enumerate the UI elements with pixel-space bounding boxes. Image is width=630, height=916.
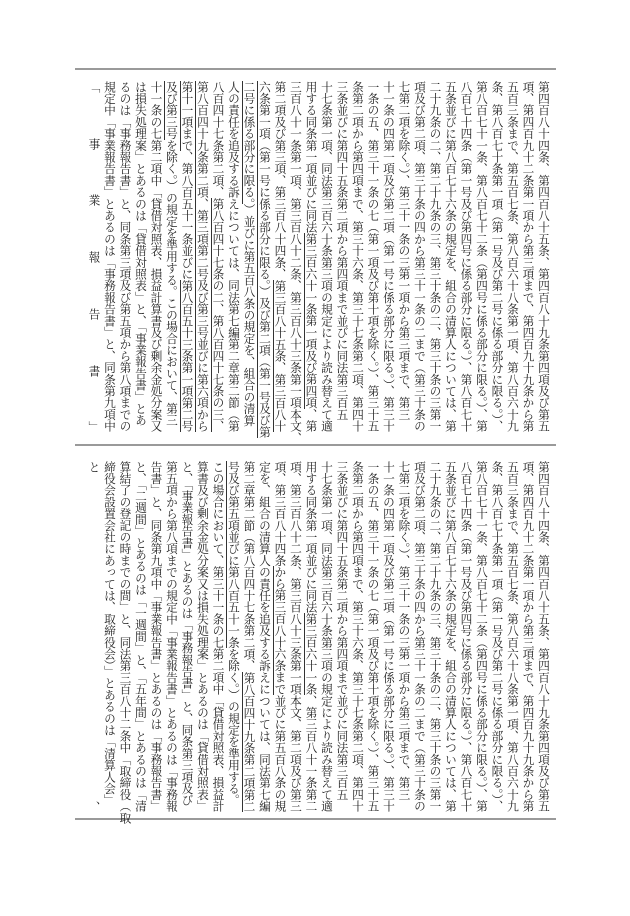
text-line bbox=[117, 461, 133, 824]
text-segment: 用する同条第一項並びに同法 bbox=[304, 461, 319, 614]
table-bottom-border bbox=[75, 818, 556, 820]
text-segment: 第五項から第八項までの規定中「事業報告書」とあるのは「事務報 bbox=[165, 461, 179, 812]
text-line bbox=[303, 81, 319, 433]
text-segment: るのは「事務報告書」と、同条第三項及び第五項から第八項までの bbox=[118, 81, 133, 432]
text-segment: 定を、組合の清算人の責任を追及する訴えについては、同法第七編 bbox=[258, 461, 272, 812]
text-line bbox=[195, 81, 211, 433]
text-segment: 八百七十四条（第一号及び第四号に係る部分に限る。）、第八百七十 bbox=[459, 461, 474, 812]
text-line bbox=[303, 461, 319, 813]
text-segment: 項及び第二項、第三十条の四から第三十一条の二まで（第三十条の bbox=[413, 81, 427, 432]
text-line bbox=[334, 81, 350, 433]
text-segment: 項及び第二項、第三十条の四から第三十一条の二まで（第三十条の bbox=[413, 461, 427, 812]
text-line bbox=[319, 81, 335, 433]
text-line bbox=[489, 81, 505, 433]
text-line bbox=[489, 461, 505, 813]
text-line bbox=[164, 81, 180, 433]
text-segment: 五百三条まで、第五百七条、第八百六十八条第一項、第八百六十九 bbox=[506, 81, 520, 432]
text-line bbox=[334, 461, 350, 813]
text-segment: を除く。）の規定を準用する。 bbox=[227, 648, 241, 807]
text-segment: 第八百七十一条、第八百七十二条（第四号に係る部分に限る。）、第 bbox=[475, 81, 489, 432]
text-segment: 条第二項から第四項まで、第三十六条、第三十七条第二項、第四十 bbox=[351, 461, 365, 812]
amended-text-sideline: 及び第三号 bbox=[165, 81, 179, 140]
text-segment: 十七条第一項、同法第三百六十条第三項の規定により読み替えて適 bbox=[320, 81, 334, 432]
text-segment: と、「事業報告書」とあるのは「事務報告書」と、同条第三項及び bbox=[180, 461, 195, 807]
text-line bbox=[520, 461, 536, 813]
text-segment: 十七条第一項、同法第三百六十条第三項の規定により読み替えて適 bbox=[320, 461, 334, 812]
text-line bbox=[443, 461, 459, 813]
amended-text-sideline: から第三百八十六条まで bbox=[273, 566, 288, 696]
text-segment: 七第二項を除く。）、第三十一条の三第一項から第三項まで、第三 bbox=[397, 461, 412, 801]
text-segment: 五百三条まで、第五百七条、第八百六十八条第一項、第八百六十九 bbox=[506, 461, 520, 812]
text-line bbox=[350, 81, 366, 433]
text-segment: 項、第三百八十四条 bbox=[273, 461, 288, 567]
text-line bbox=[396, 461, 412, 813]
text-char: 業 bbox=[87, 194, 102, 207]
text-char: と bbox=[87, 461, 102, 473]
text-char: 「 bbox=[87, 81, 102, 93]
text-segment: この場合において、第三十一条の七第二項中「貸借対照表、損益計 bbox=[211, 461, 226, 812]
text-segment: 十一条の四第一項及び第二項（第一号に係る部分に限る。）、第三十 bbox=[382, 81, 396, 432]
amended-text-sideline: 号及び第五項並びに第八百五十一条 bbox=[227, 461, 241, 649]
text-line bbox=[288, 81, 304, 444]
text-segment: 算結了の登記の時までの間」と、同法第三百八十二条中「取締役（取 bbox=[118, 461, 133, 824]
text-segment: ）並びに第五百八条の規定を、組合の清算 bbox=[242, 203, 257, 427]
table-top-border bbox=[75, 68, 556, 70]
amended-text-cell bbox=[81, 81, 551, 444]
text-line bbox=[412, 81, 428, 433]
text-segment: 二十九条の二、第二十九条の三、第三十条の二、第三十条の三第一 bbox=[428, 461, 443, 812]
text-segment: 八百四十七条第二項、 bbox=[211, 81, 226, 198]
text-segment: 規定中「事業報告書」とあるのは「事務報告書」と、同条第九項中 bbox=[103, 81, 117, 432]
text-segment: 算書及び剰余金処分案又は損失処理案」とあるのは「貸借対照表」 bbox=[196, 461, 210, 812]
text-segment: 条第二項から第四項まで、第三十六条、第三十七条第二項、第四十 bbox=[351, 81, 365, 432]
text-segment: 十一条の四第一項及び第二項（第一号に係る部分に限る。）、第三十 bbox=[382, 461, 396, 812]
text-line bbox=[148, 461, 164, 813]
text-segment: 七第二項を除く。）、第三十一条の三第一項から第三項まで、第三 bbox=[397, 81, 412, 421]
text-line bbox=[148, 81, 164, 433]
text-segment: 第四百八十四条、第四百八十五条、第四百八十九条第四項及び第五 bbox=[537, 461, 551, 812]
text-segment: 告書」と、同条第九項中「事業報告書」とあるのは「事務報告書」 bbox=[149, 461, 164, 812]
text-line bbox=[272, 81, 288, 433]
text-char: 書 bbox=[87, 364, 102, 377]
table-row-divider bbox=[75, 444, 556, 446]
text-line bbox=[179, 81, 195, 433]
text-segment: 十一条の七第二項中「貸借対照表、損益計算書及び剰余金処分案又 bbox=[149, 81, 164, 432]
amended-text-sideline: 第八百四十九条第二項第二 bbox=[242, 671, 257, 813]
text-segment: 五条並びに第八百七十六条の規定を、組合の清算人については、第 bbox=[444, 461, 458, 812]
text-line bbox=[443, 81, 459, 433]
text-segment: 、第三百八十一条第二 bbox=[304, 695, 319, 813]
text-line bbox=[427, 81, 443, 433]
text-segment: 用する同条第一項並びに同法 bbox=[304, 81, 319, 234]
amended-text-sideline: 六条第一項（第一号に係る部分に限る。）及び第二項（第一号及び第 bbox=[258, 81, 272, 438]
text-line bbox=[319, 461, 335, 813]
text-line bbox=[381, 81, 397, 433]
text-segment: 条、第八百七十条第一項（第一号及び第二号に係る部分に限る。）、 bbox=[490, 81, 505, 432]
amended-text-sideline: 第三百六十一条 bbox=[304, 613, 319, 696]
text-line bbox=[365, 461, 381, 813]
text-line bbox=[241, 461, 257, 813]
text-segment: 第四百八十四条、第四百八十五条、第四百八十九条第四項及び第五 bbox=[537, 81, 551, 432]
text-line bbox=[474, 461, 490, 813]
amended-text-sideline: 第三百八十五条、第三百八十 bbox=[273, 279, 288, 433]
amended-text-sideline: 第三百六十一条第一項及び第四項 bbox=[304, 233, 319, 409]
text-segment: 項、第四百九十二条第一項から第三項まで、第四百九十九条から第 bbox=[521, 81, 536, 432]
text-segment: 第八百七十一条、第八百七十二条（第四号に係る部分に限る。）、第 bbox=[475, 461, 489, 812]
text-segment: を除く。）の規定を準用する。この場合において、第三 bbox=[165, 139, 179, 427]
text-segment: 一条の五、第三十一条の七（第一項及び第十項を除く。）、第三十五 bbox=[366, 461, 381, 812]
text-line bbox=[117, 81, 133, 433]
text-line bbox=[396, 81, 412, 433]
text-line bbox=[505, 461, 521, 813]
text-line bbox=[164, 461, 180, 813]
text-line bbox=[86, 81, 102, 433]
text-line bbox=[210, 461, 226, 813]
text-line bbox=[133, 81, 149, 433]
text-line bbox=[86, 461, 102, 813]
text-line bbox=[412, 461, 428, 813]
text-segment: 項、第四百九十二条第一項から第三項まで、第四百九十九条から第 bbox=[521, 461, 536, 812]
text-line bbox=[536, 81, 552, 433]
text-line bbox=[520, 81, 536, 433]
text-line bbox=[272, 461, 288, 813]
text-line bbox=[288, 461, 304, 813]
text-line bbox=[102, 81, 118, 433]
text-segment: 第二項及び第三項、第三百八十四条、 bbox=[273, 81, 288, 280]
text-segment: 項、第三百八十二条、第三百八十三条第一項本文、第二項及び第三 bbox=[289, 461, 303, 812]
text-line bbox=[210, 81, 226, 433]
text-line bbox=[536, 461, 552, 813]
text-line bbox=[257, 461, 273, 813]
text-line bbox=[226, 81, 242, 433]
text-line bbox=[458, 461, 474, 813]
text-segment: 条、第八百七十条第一項（第一号及び第二号に係る部分に限る。）、 bbox=[490, 461, 505, 812]
amended-text-sideline: 二号に係る部分に限る。 bbox=[242, 81, 257, 204]
amended-text-sideline: 第十一項まで bbox=[180, 81, 195, 152]
text-segment: 、第八百五十一条並びに bbox=[180, 151, 195, 280]
text-line bbox=[365, 81, 381, 433]
text-line bbox=[195, 461, 211, 813]
text-line bbox=[474, 81, 490, 433]
amended-text-sideline: 第八百四十九条第二項、第三項第二号及び第三号並びに第六項から bbox=[196, 81, 210, 432]
text-line bbox=[102, 461, 118, 813]
text-char: 事 bbox=[87, 137, 102, 150]
amended-text-sideline: 第八百五十三条第一項第二号 bbox=[180, 279, 195, 433]
text-segment: 、第 bbox=[304, 408, 319, 433]
text-char: 告 bbox=[87, 307, 102, 320]
text-line bbox=[427, 461, 443, 813]
text-segment: は損失処理案」とあるのは「貸借対照表」と、「事業報告書」とあ bbox=[134, 81, 148, 427]
text-line bbox=[505, 81, 521, 433]
text-segment: 二十九条の二、第二十九条の三、第三十条の二、第三十条の三第一 bbox=[428, 81, 443, 432]
text-segment: 八百七十四条（第一号及び第四号に係る部分に限る。）、第八百七十 bbox=[459, 81, 474, 432]
text-segment: 一条の五、第三十一条の七（第一項及び第十項を除く。）、第三十五 bbox=[366, 81, 381, 432]
text-segment: 三条並びに第四十五条第二項から第四項まで並びに同法第三百五 bbox=[335, 81, 350, 421]
previous-text-cell bbox=[81, 461, 551, 824]
amended-text-sideline: 第八百四十七条の二、第八百四十七条の三、 bbox=[211, 198, 226, 432]
text-segment: 人の責任を追及する訴えについては、同法第七編第二章第二節（第 bbox=[227, 81, 241, 432]
text-char: 報 bbox=[87, 251, 102, 263]
text-segment: と、「二週間」とあるのは「一週間」と、「五年間」とあるのは「清 bbox=[134, 461, 148, 812]
text-segment: 並びに第五百八条の規 bbox=[273, 695, 288, 813]
text-segment: 三条並びに第四十五条第二項から第四項まで並びに同法第三百五 bbox=[335, 461, 350, 801]
text-segment: 締役会設置会社にあっては、取締役会）」とあるのは「清算人会」 bbox=[103, 461, 117, 807]
text-segment: 三百八十一条第一項、第三百八十二条、第三百八十三条第一項本文、 bbox=[289, 81, 303, 444]
text-line bbox=[241, 81, 257, 433]
text-segment: 五条並びに第八百七十六条の規定を、組合の清算人については、第 bbox=[444, 81, 458, 432]
text-line bbox=[381, 461, 397, 813]
text-line bbox=[350, 461, 366, 813]
text-line bbox=[133, 461, 149, 813]
text-line bbox=[458, 81, 474, 433]
text-segment: 第二章第二節（第八百四十七条第二項、 bbox=[242, 461, 257, 672]
text-char: 、 bbox=[87, 801, 102, 813]
text-line bbox=[257, 81, 273, 438]
text-char: 」 bbox=[87, 421, 102, 433]
text-line bbox=[179, 461, 195, 813]
text-line bbox=[226, 461, 242, 813]
